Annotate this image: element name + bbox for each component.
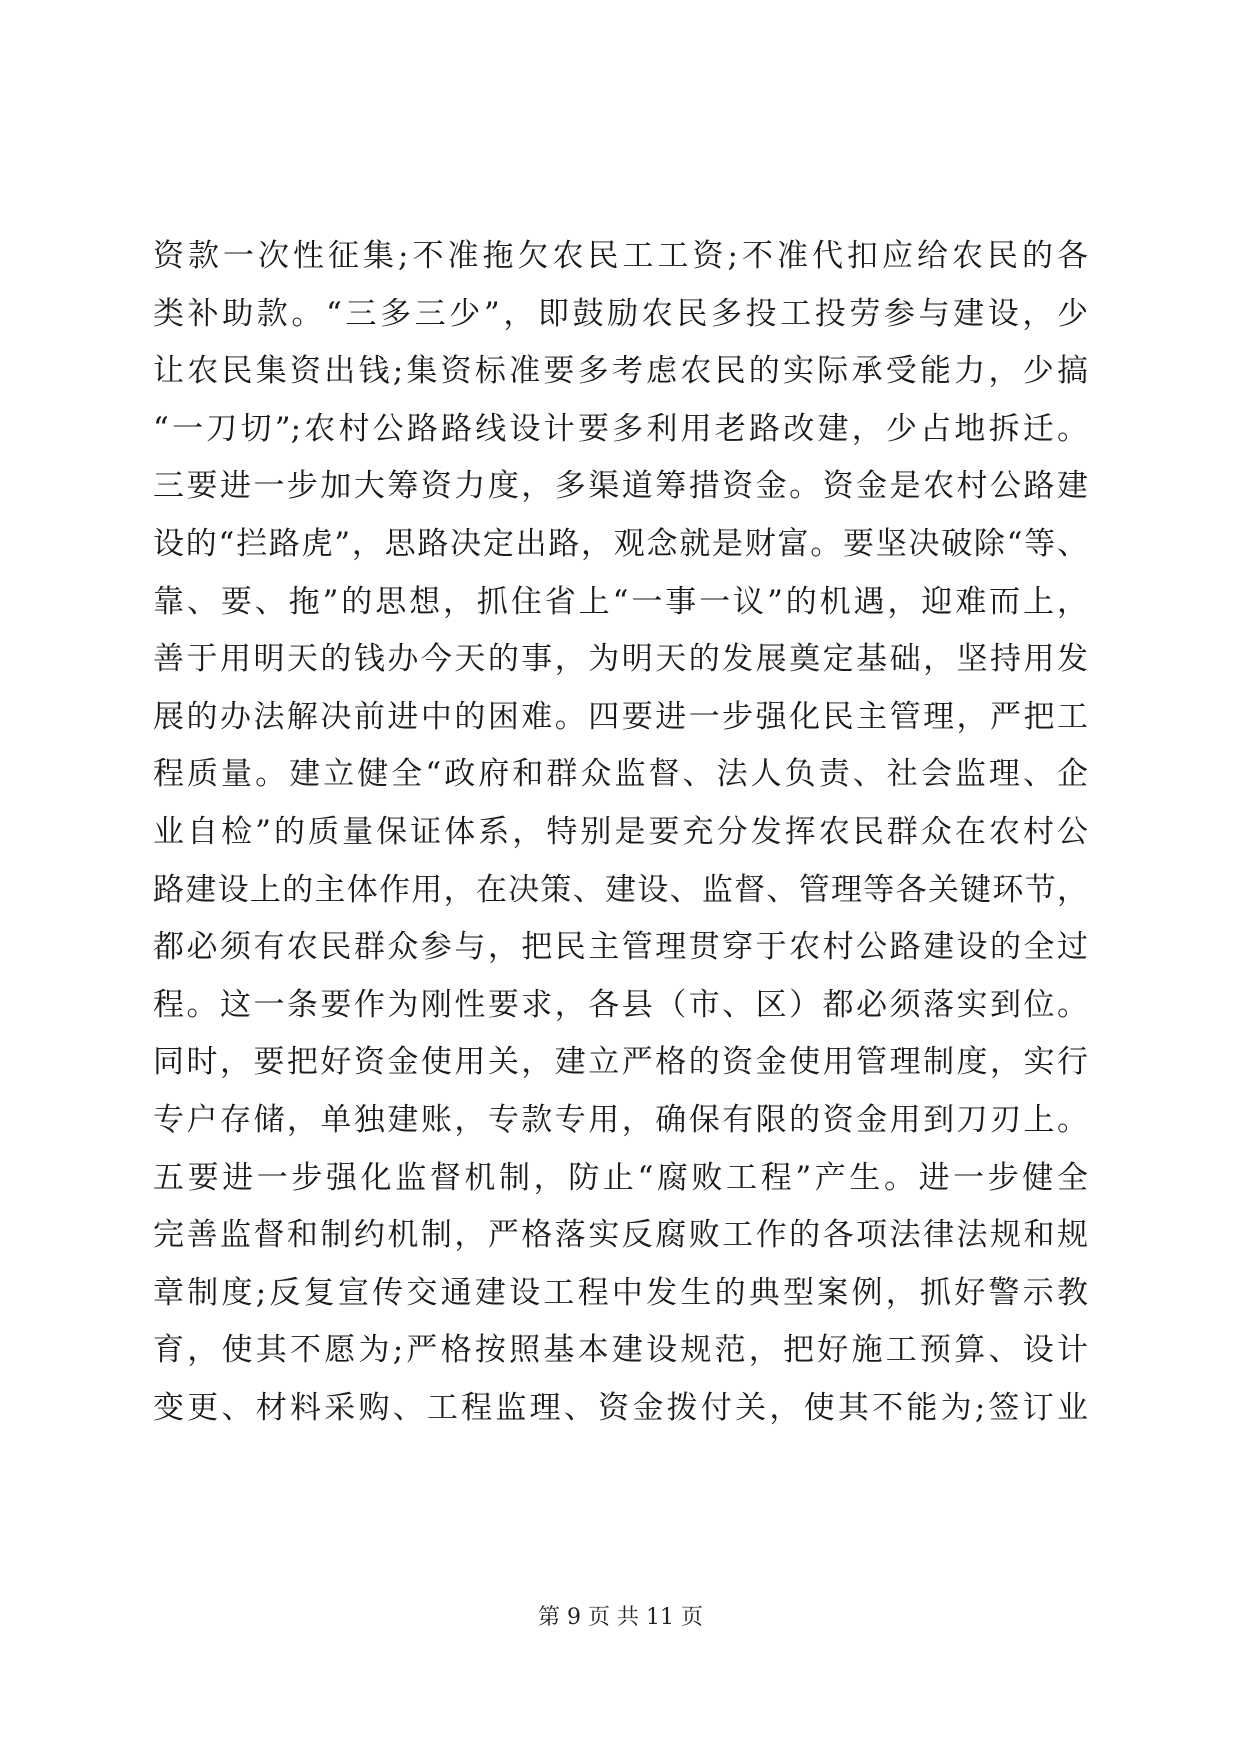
text-line: 业自检”的质量保证体系，特别是要充分发挥农民群众在农村公 (153, 813, 1088, 850)
text-line: 资款一次性征集;不准拖欠农民工工资;不准代扣应给农民的各 (153, 238, 1088, 274)
text-line: 完善监督和制约机制，严格落实反腐败工作的各项法律法规和规 (153, 1217, 1088, 1254)
page-footer (0, 1603, 1241, 1633)
text-line: “一刀切”;农村公路路线设计要多利用老路改建，少占地拆迁。 (153, 410, 1088, 447)
body-text (153, 228, 1088, 1437)
text-line: 同时，要把好资金使用关，建立严格的资金使用管理制度，实行 (153, 1044, 1088, 1081)
text-line: 设的“拦路虎”，思路决定出路，观念就是财富。要坚决破除“等、 (153, 525, 1088, 562)
text-line: 三要进一步加大筹资力度，多渠道筹措资金。资金是农村公路建 (153, 468, 1088, 505)
text-line: 专户存储，单独建账，专款专用，确保有限的资金用到刀刃上。 (153, 1101, 1088, 1138)
text-line: 育，使其不愿为;严格按照基本建设规范，把好施工预算、设计 (153, 1332, 1088, 1369)
text-line: 变更、材料采购、工程监理、资金拨付关，使其不能为;签订业 (153, 1389, 1088, 1426)
text-line: 程。这一条要作为刚性要求，各县（市、区）都必须落实到位。 (153, 986, 1088, 1023)
text-line: 路建设上的主体作用，在决策、建设、监督、管理等各关键环节， (153, 871, 1088, 908)
text-line: 章制度;反复宣传交通建设工程中发生的典型案例，抓好警示教 (153, 1274, 1088, 1311)
text-line: 五要进一步强化监督机制，防止“腐败工程”产生。进一步健全 (153, 1159, 1088, 1196)
text-line: 展的办法解决前进中的困难。四要进一步强化民主管理，严把工 (153, 698, 1088, 735)
text-line: 都必须有农民群众参与，把民主管理贯穿于农村公路建设的全过 (153, 929, 1088, 966)
text-line: 让农民集资出钱;集资标准要多考虑农民的实际承受能力，少搞 (153, 353, 1088, 390)
text-line: 靠、要、拖”的思想，抓住省上“一事一议”的机遇，迎难而上， (153, 583, 1088, 620)
text-line: 善于用明天的钱办今天的事，为明天的发展奠定基础，坚持用发 (153, 641, 1088, 678)
page-number-label: 第 9 页 共 11 页 (538, 1605, 703, 1630)
text-line: 类补助款。“三多三少”，即鼓励农民多投工投劳参与建设，少 (153, 295, 1088, 332)
text-line: 程质量。建立健全“政府和群众监督、法人负责、社会监理、企 (153, 756, 1088, 793)
